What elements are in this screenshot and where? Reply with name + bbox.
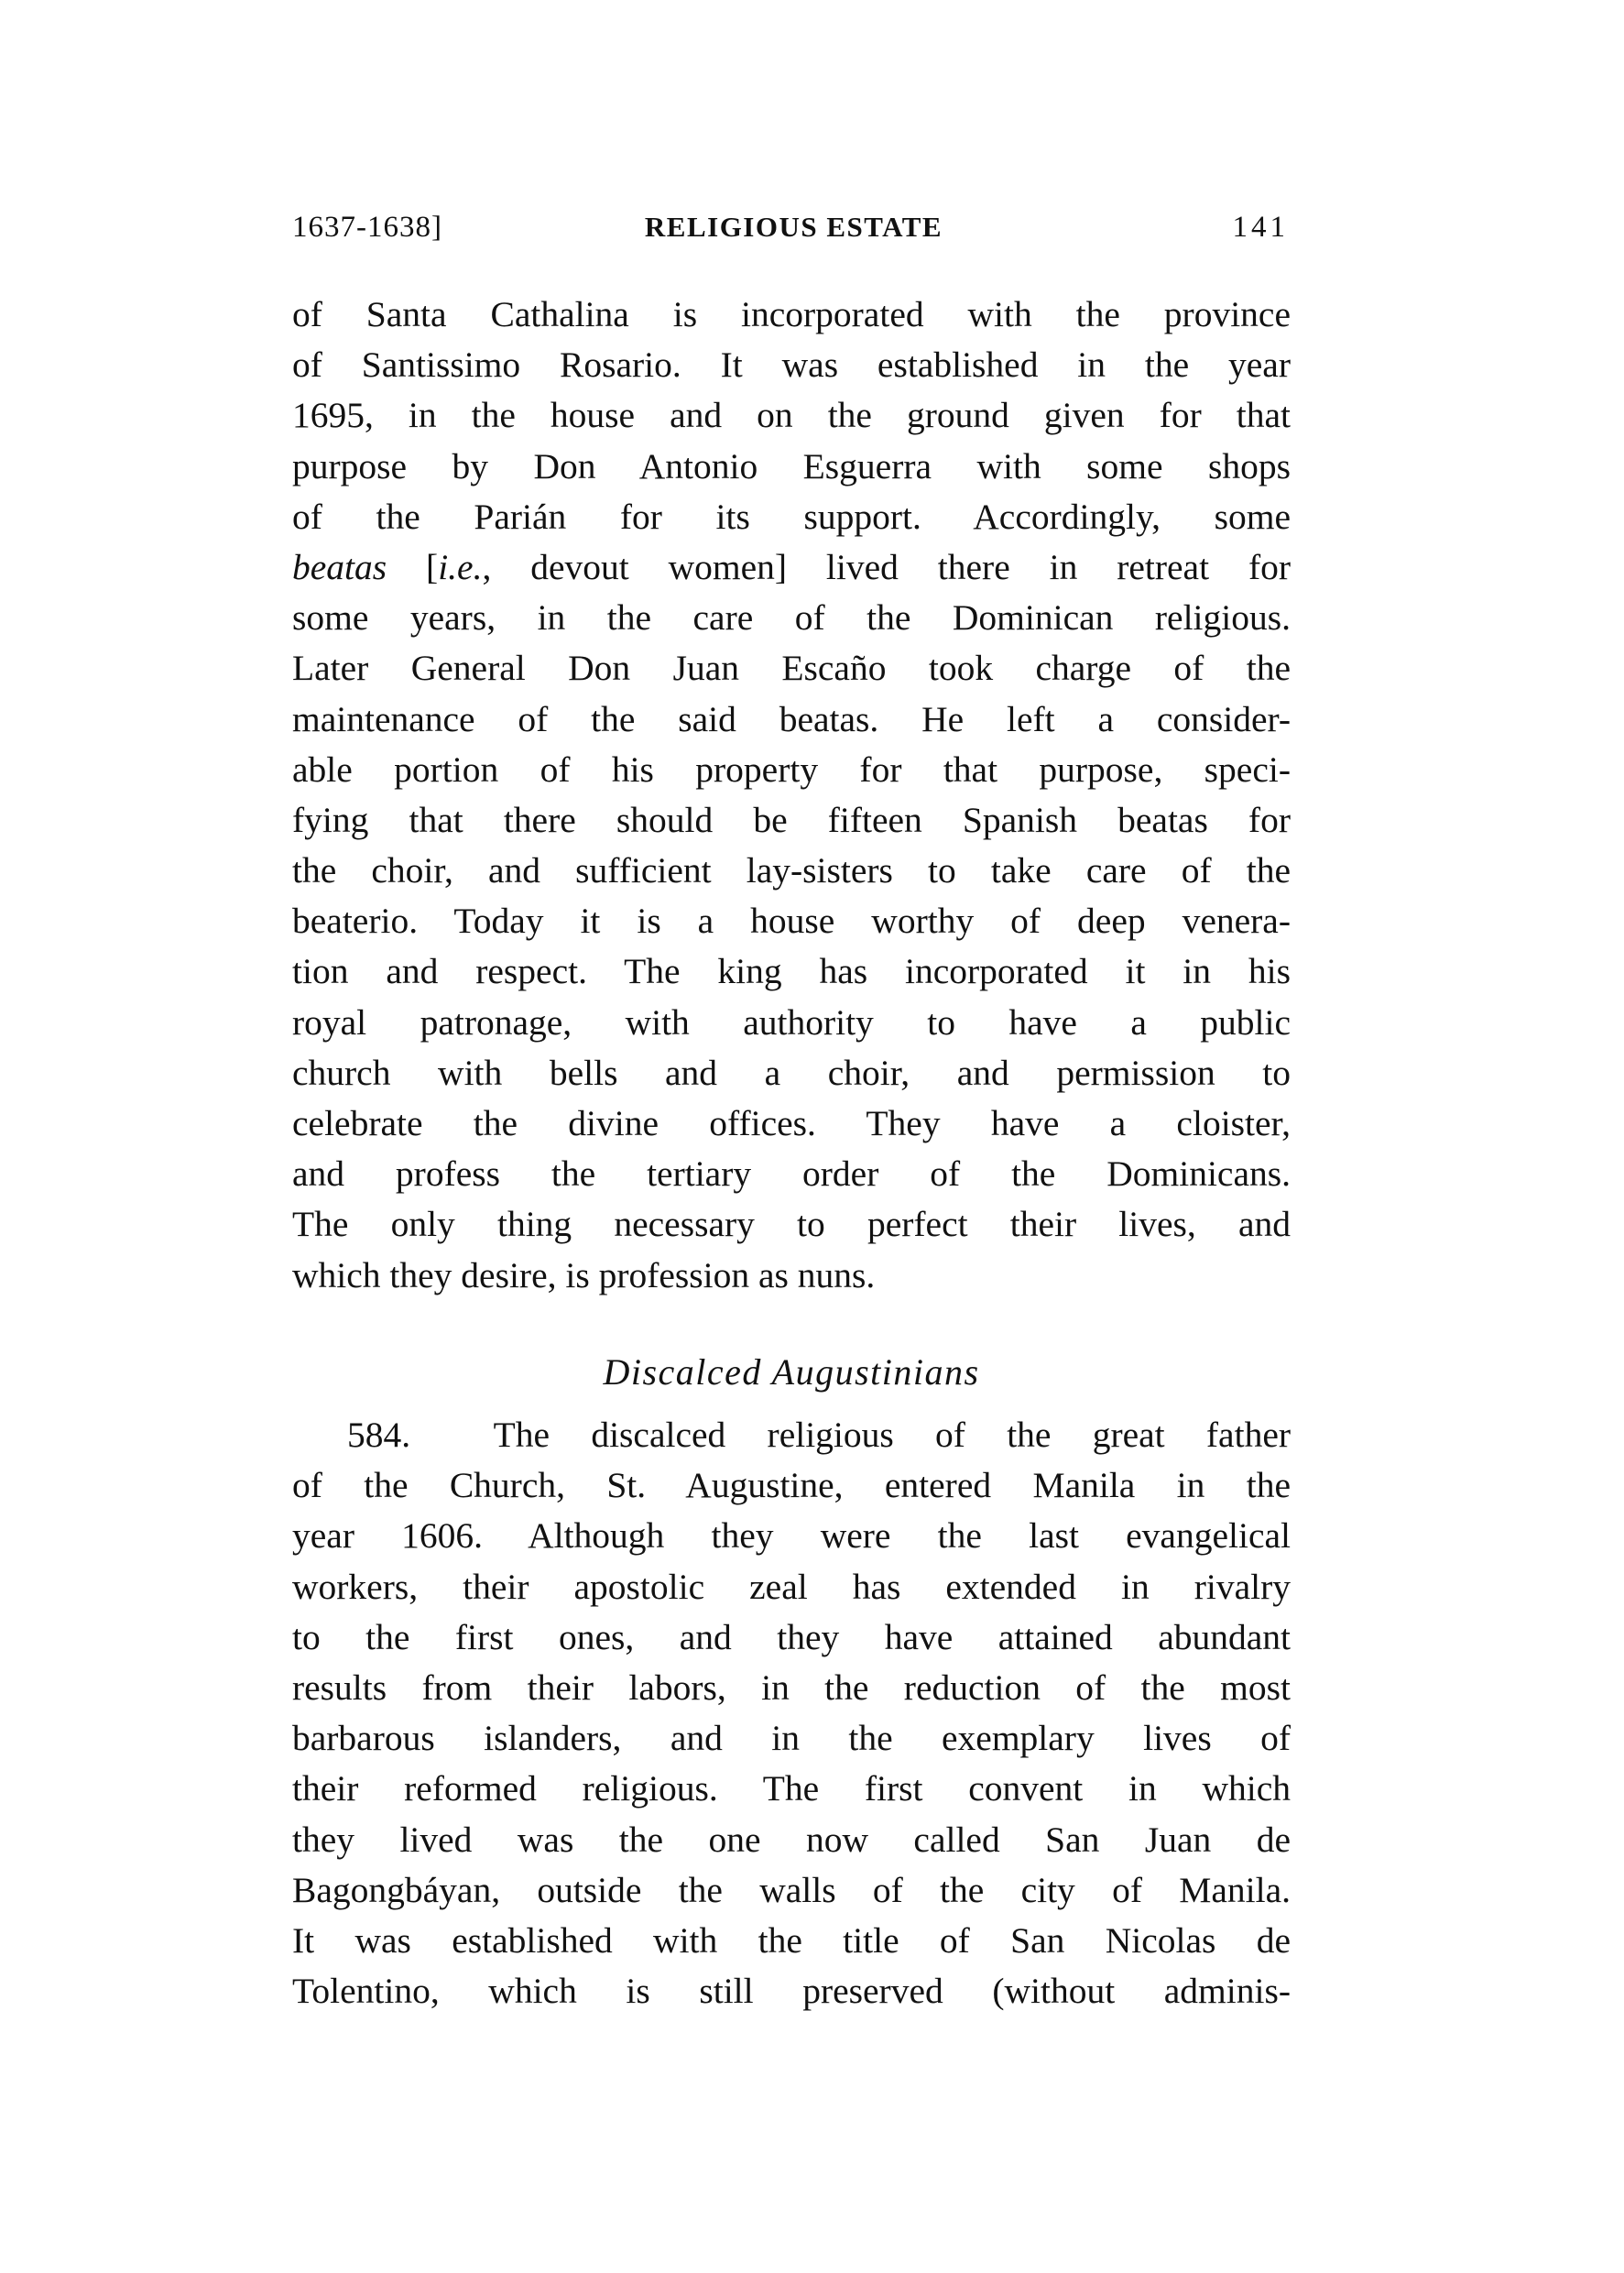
text-line: results from their labors, in the reduction of the most	[292, 1667, 1291, 1708]
text-line: the choir, and sufficient lay-sisters to take care of the	[292, 850, 1291, 891]
running-head	[292, 207, 1291, 247]
text-line-with-italics	[292, 542, 1291, 593]
text-line: year 1606. Although they were the last evangelical	[292, 1515, 1291, 1557]
text-line: fying that there should be fifteen Spanish beatas for	[292, 799, 1291, 840]
italic-term-beatas: beatas	[292, 546, 387, 587]
text-fragment: , devout women] lived there in retreat for	[482, 546, 1292, 587]
text-line: beaterio. Today it is a house worthy of deep venera-	[292, 901, 1291, 942]
book-page	[292, 0, 1291, 2273]
text-line: they lived was the one now called San Juan de	[292, 1819, 1291, 1860]
text-line: 1695, in the house and on the ground given for that	[292, 395, 1291, 436]
italic-abbrev-ie: i.e.	[438, 546, 483, 587]
text-line: which they desire, is profession as nuns.	[292, 1254, 876, 1295]
text-line: celebrate the divine offices. They have a cloister,	[292, 1103, 1291, 1143]
text-fragment: The discalced religious of the great father	[493, 1415, 1292, 1455]
text-line: maintenance of the said beatas. He left a consider-	[292, 698, 1291, 739]
text-line: workers, their apostolic zeal has extended in rivalry	[292, 1566, 1291, 1607]
running-head-date-range: 1637-1638]	[292, 211, 442, 244]
text-line: royal patronage, with authority to have a public	[292, 1001, 1291, 1043]
running-head-title: RELIGIOUS ESTATE	[644, 211, 943, 243]
paragraph-santa-cathalina	[292, 290, 1291, 1301]
text-line: purpose by Don Antonio Esguerra with some shops	[292, 445, 1291, 486]
text-line-numbered	[292, 1410, 1291, 1460]
text-line: of the Church, St. Augustine, entered Manila in the	[292, 1465, 1291, 1506]
text-line: It was established with the title of San Nicolas de	[292, 1919, 1291, 1961]
text-line: Later General Don Juan Escaño took charge of the	[292, 648, 1291, 689]
text-line: able portion of his property for that purpose, speci-	[292, 749, 1291, 790]
text-line: Tolentino, which is still preserved (without adminis-	[292, 1971, 1291, 2012]
text-line: barbarous islanders, and in the exemplary lives of	[292, 1718, 1291, 1759]
text-line: church with bells and a choir, and permission to	[292, 1052, 1291, 1093]
text-line: their reformed religious. The first convent in which	[292, 1768, 1291, 1809]
text-line: of the Parián for its support. Accordingly, some	[292, 496, 1291, 537]
text-line: to the first ones, and they have attained abundant	[292, 1616, 1291, 1657]
text-line: Bagongbáyan, outside the walls of the city of Manila.	[292, 1869, 1291, 1910]
text-line: The only thing necessary to perfect their lives, and	[292, 1204, 1291, 1245]
section-heading: Discalced Augustinians	[603, 1351, 980, 1393]
page-number: 141	[1232, 211, 1289, 244]
paragraph-584	[292, 1410, 1291, 2016]
text-line: tion and respect. The king has incorporated it in his	[292, 951, 1291, 992]
bracket-open: [	[426, 546, 439, 587]
text-line: and profess the tertiary order of the Dominicans.	[292, 1153, 1291, 1195]
text-line: of Santa Cathalina is incorporated with the province	[292, 294, 1291, 334]
text-line: some years, in the care of the Dominican religious.	[292, 597, 1291, 639]
text-line: of Santissimo Rosario. It was established in the year	[292, 344, 1291, 386]
paragraph-number: 584.	[347, 1415, 411, 1455]
